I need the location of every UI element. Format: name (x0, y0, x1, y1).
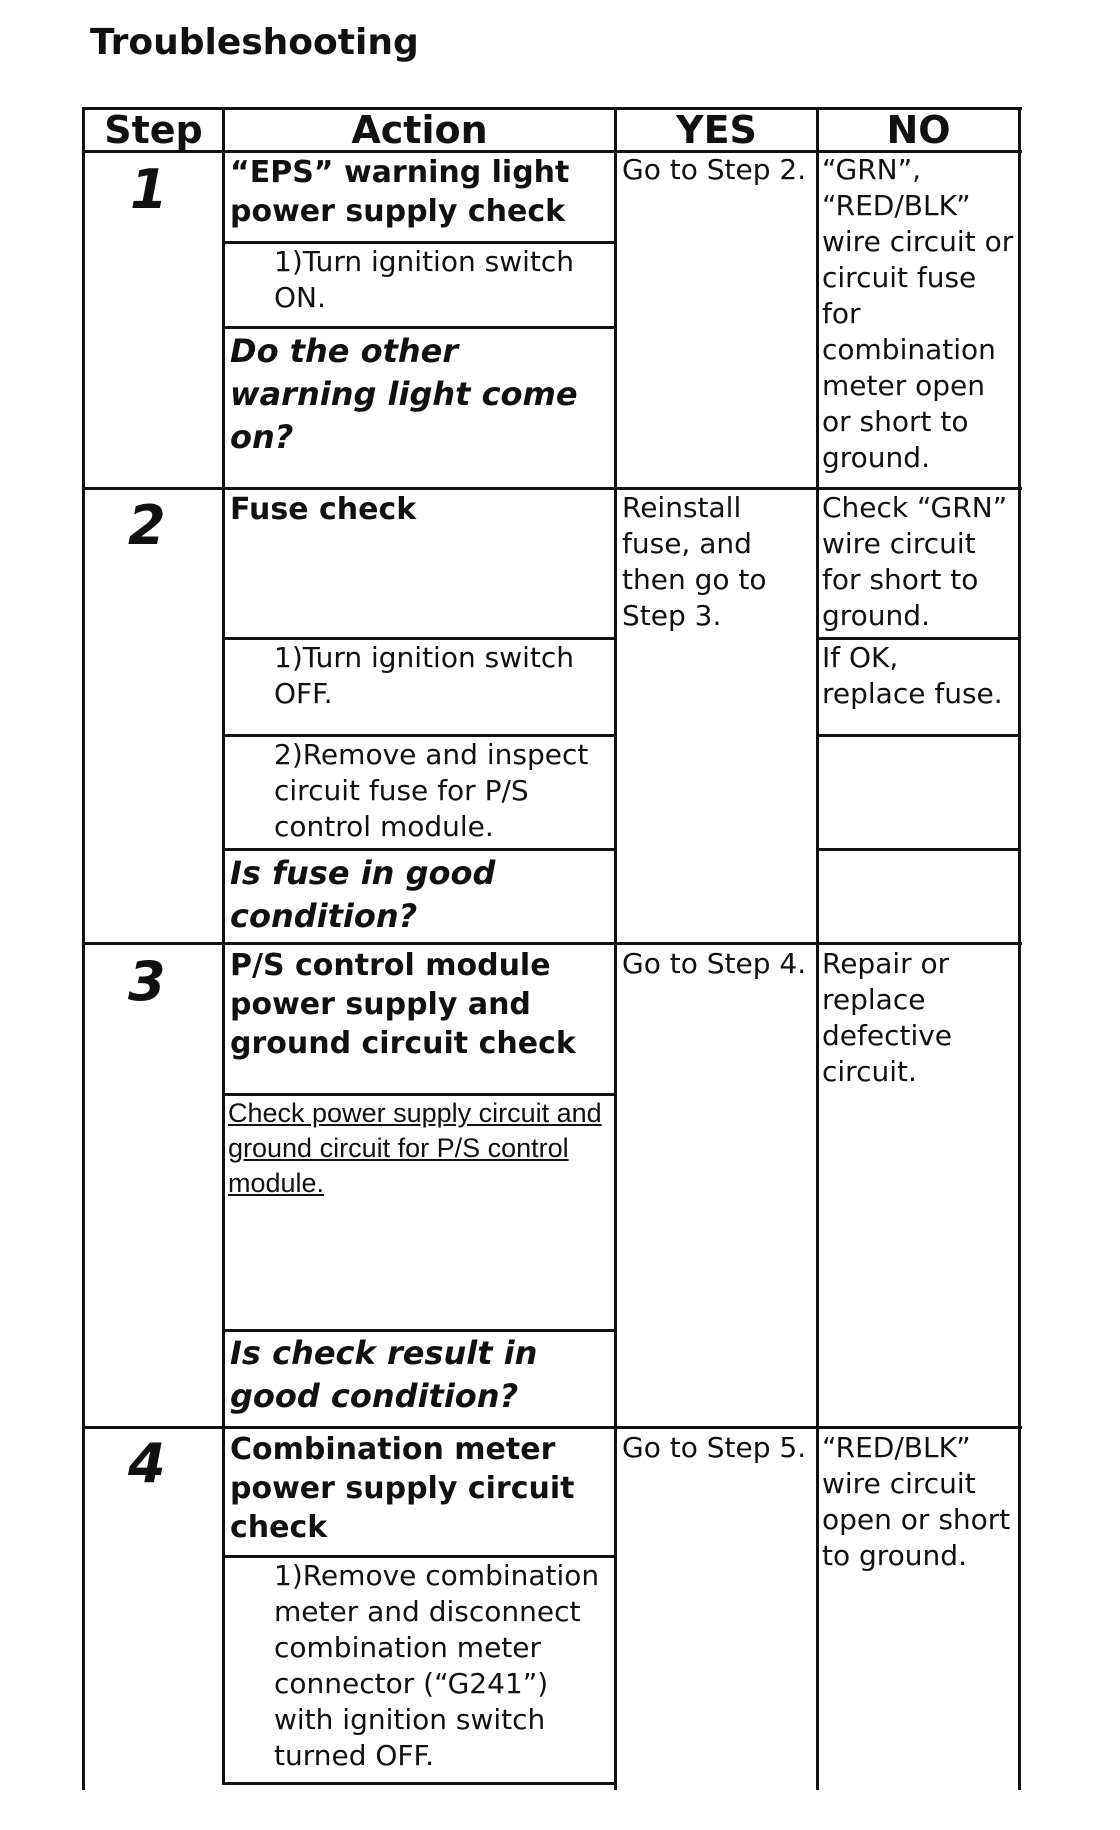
page-title: Troubleshooting (90, 22, 419, 63)
header-yes: YES (676, 108, 757, 152)
step-heading: P/S control module power supply and ground circuit check (230, 948, 576, 1061)
step-heading: Fuse check (230, 492, 417, 527)
step-heading: Combination meter power supply circuit check (230, 1432, 575, 1545)
step2-action-divider (222, 848, 616, 851)
yes-result: Reinstall fuse, and then go to Step 3. (622, 491, 767, 632)
step-col-left-border (82, 107, 85, 1790)
step-number: 3 (128, 950, 166, 1013)
yes-result: Go to Step 2. (622, 153, 807, 186)
step-question: Is fuse in good condition? (230, 854, 496, 935)
action-instruction: 1)Turn ignition switch ON. (274, 245, 575, 314)
no-result: Check “GRN” wire circuit for short to ground. (822, 491, 1008, 632)
table-action-bottom-border (222, 1782, 616, 1785)
step-heading: “EPS” warning light power supply check (230, 155, 570, 229)
no-result: “GRN”, “RED/BLK” wire circuit or circuit fuse for combination meter open or short to ground. (822, 153, 1014, 474)
yes-result: Go to Step 5. (622, 1431, 807, 1464)
no-result: “RED/BLK” wire circuit open or short to ground. (822, 1431, 1011, 1572)
step-number: 4 (128, 1432, 166, 1495)
step-question: Is check result in good condition? (230, 1334, 538, 1415)
action-instruction: 2)Remove and inspect circuit fuse for P/S control module. (274, 738, 589, 843)
yes-result: Go to Step 4. (622, 947, 807, 980)
step2-no-divider (816, 848, 1020, 851)
no-col-right-border (1018, 107, 1021, 1790)
action-instruction: 1)Remove combination meter and disconnect combination meter connector (“G241”) with ignition switch turned OFF. (274, 1559, 600, 1772)
step-number: 2 (128, 494, 166, 557)
step2-no-divider (816, 734, 1020, 737)
yes-col-left-border (614, 107, 617, 1790)
action-instruction: 1)Turn ignition switch OFF. (274, 641, 575, 710)
header-step: Step (104, 108, 203, 152)
header-action: Action (351, 108, 488, 152)
action-instruction: Check power supply circuit and ground circuit for P/S control module. (228, 1098, 602, 1198)
no-result: Repair or replace defective circuit. (822, 947, 953, 1088)
action-col-left-border (222, 107, 225, 1785)
no-col-left-border (816, 107, 819, 1790)
step-question: Do the other warning light come on? (230, 332, 578, 456)
step-number: 1 (130, 158, 168, 221)
no-result: If OK, replace fuse. (822, 641, 1003, 710)
header-no: NO (886, 108, 951, 152)
step1-action-divider (222, 326, 616, 329)
